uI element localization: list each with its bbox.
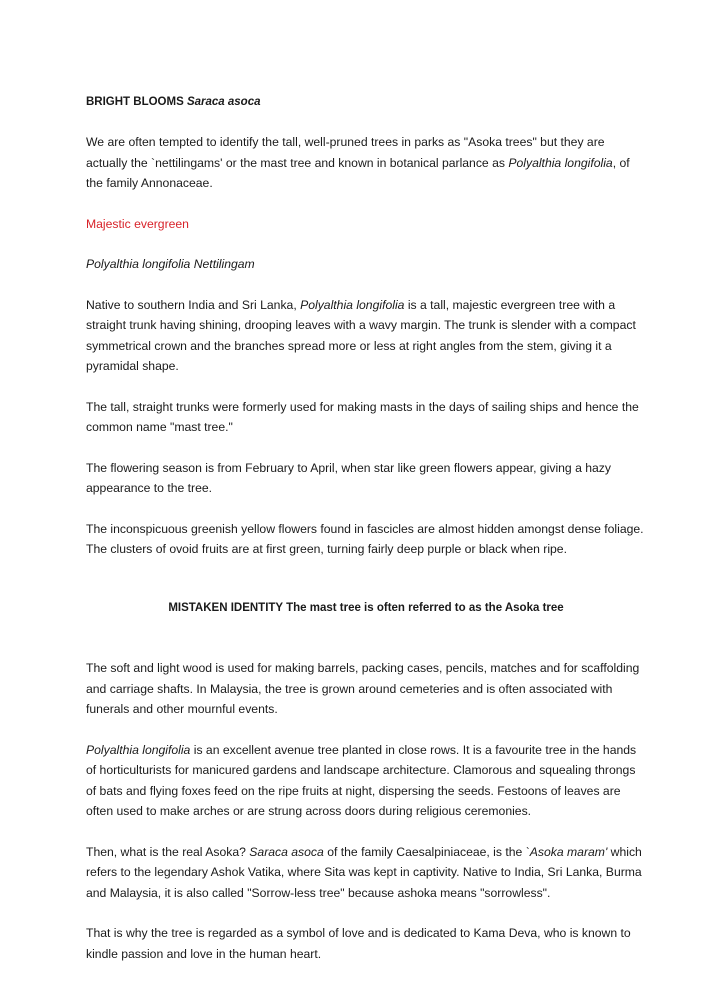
intro-italic: Polyalthia longifolia (508, 155, 613, 170)
real-asoka-italic-a: Saraca asoca (249, 844, 324, 859)
heading-title: BRIGHT BLOOMS (86, 96, 184, 108)
native-text-a: Native to southern India and Sri Lanka, (86, 297, 301, 312)
species-line-text: Polyalthia longifolia Nettilingam (86, 257, 255, 271)
intro-text-a: We are often tempted to identify the tall, well-pruned trees in parks as "Asoka trees" but they are actually the `nettilingams' or the mast tree and known in botanical parlance as (86, 135, 605, 170)
real-asoka-text-b: of the family Caesalpiniaceae, is the (323, 844, 526, 859)
flowers-paragraph: The inconspicuous greenish yellow flowers found in fascicles are almost hidden amongst dense foliage. The clusters of ovoid fruits are at first green, turning fairly deep purple or black when ripe. (86, 521, 644, 556)
avenue-paragraph (86, 740, 646, 822)
subheading-majestic: Majestic evergreen (86, 216, 189, 231)
heading-species: Saraca asoca (186, 96, 261, 108)
masts-paragraph: The tall, straight trunks were formerly used for making masts in the days of sailing ships and hence the common name "mast tree." (86, 399, 639, 434)
real-asoka-text-c: which refers to the legendary Ashok Vatika, where Sita was kept in captivity. Native to India, Sri Lanka, Burma and Malaysia, it is also called "Sorrow-less tree" because ashoka means "sorrowless". (86, 844, 642, 900)
native-italic: Polyalthia longifolia (300, 297, 405, 312)
native-text-b: is a tall, majestic evergreen tree with a straight trunk having shining, drooping leaves with a wavy margin. The trunk is slender with a compact symmetrical crown and the branches spread more or less at right angles from the stem, giving it a pyramidal shape. (86, 297, 636, 373)
real-asoka-italic-b: `Asoka maram' (525, 844, 608, 859)
image-caption: MISTAKEN IDENTITY The mast tree is often referred to as the Asoka tree (168, 601, 564, 614)
love-paragraph: That is why the tree is regarded as a symbol of love and is dedicated to Kama Deva, who is known to kindle passion and love in the human heart. (86, 926, 631, 961)
avenue-italic: Polyalthia longifolia (86, 742, 191, 757)
real-asoka-text-a: Then, what is the real Asoka? (86, 844, 250, 859)
wood-paragraph: The soft and light wood is used for making barrels, packing cases, pencils, matches and for scaffolding and carriage shafts. In Malaysia, the tree is grown around cemeteries and is often associated with funerals and other mournful events. (86, 661, 640, 716)
native-paragraph (86, 295, 646, 377)
intro-text-b: , of the family Annonaceae. (86, 155, 630, 190)
flowering-paragraph: The flowering season is from February to April, when star like green flowers appear, giving a hazy appearance to the tree. (86, 460, 611, 495)
article-heading (86, 92, 646, 112)
document-page (86, 92, 646, 984)
real-asoka-paragraph (86, 842, 646, 904)
intro-paragraph (86, 132, 646, 194)
species-line (86, 254, 646, 275)
avenue-text: is an excellent avenue tree planted in close rows. It is a favourite tree in the hands of horticulturists for manicured gardens and landscape architecture. Clamorous and squealing throngs of bats and flying foxes feed on the ripe fruits at night, dispersing the seeds. Festoons of leaves are often used to make arches or are strung across doors during religious ceremonies. (86, 742, 637, 818)
